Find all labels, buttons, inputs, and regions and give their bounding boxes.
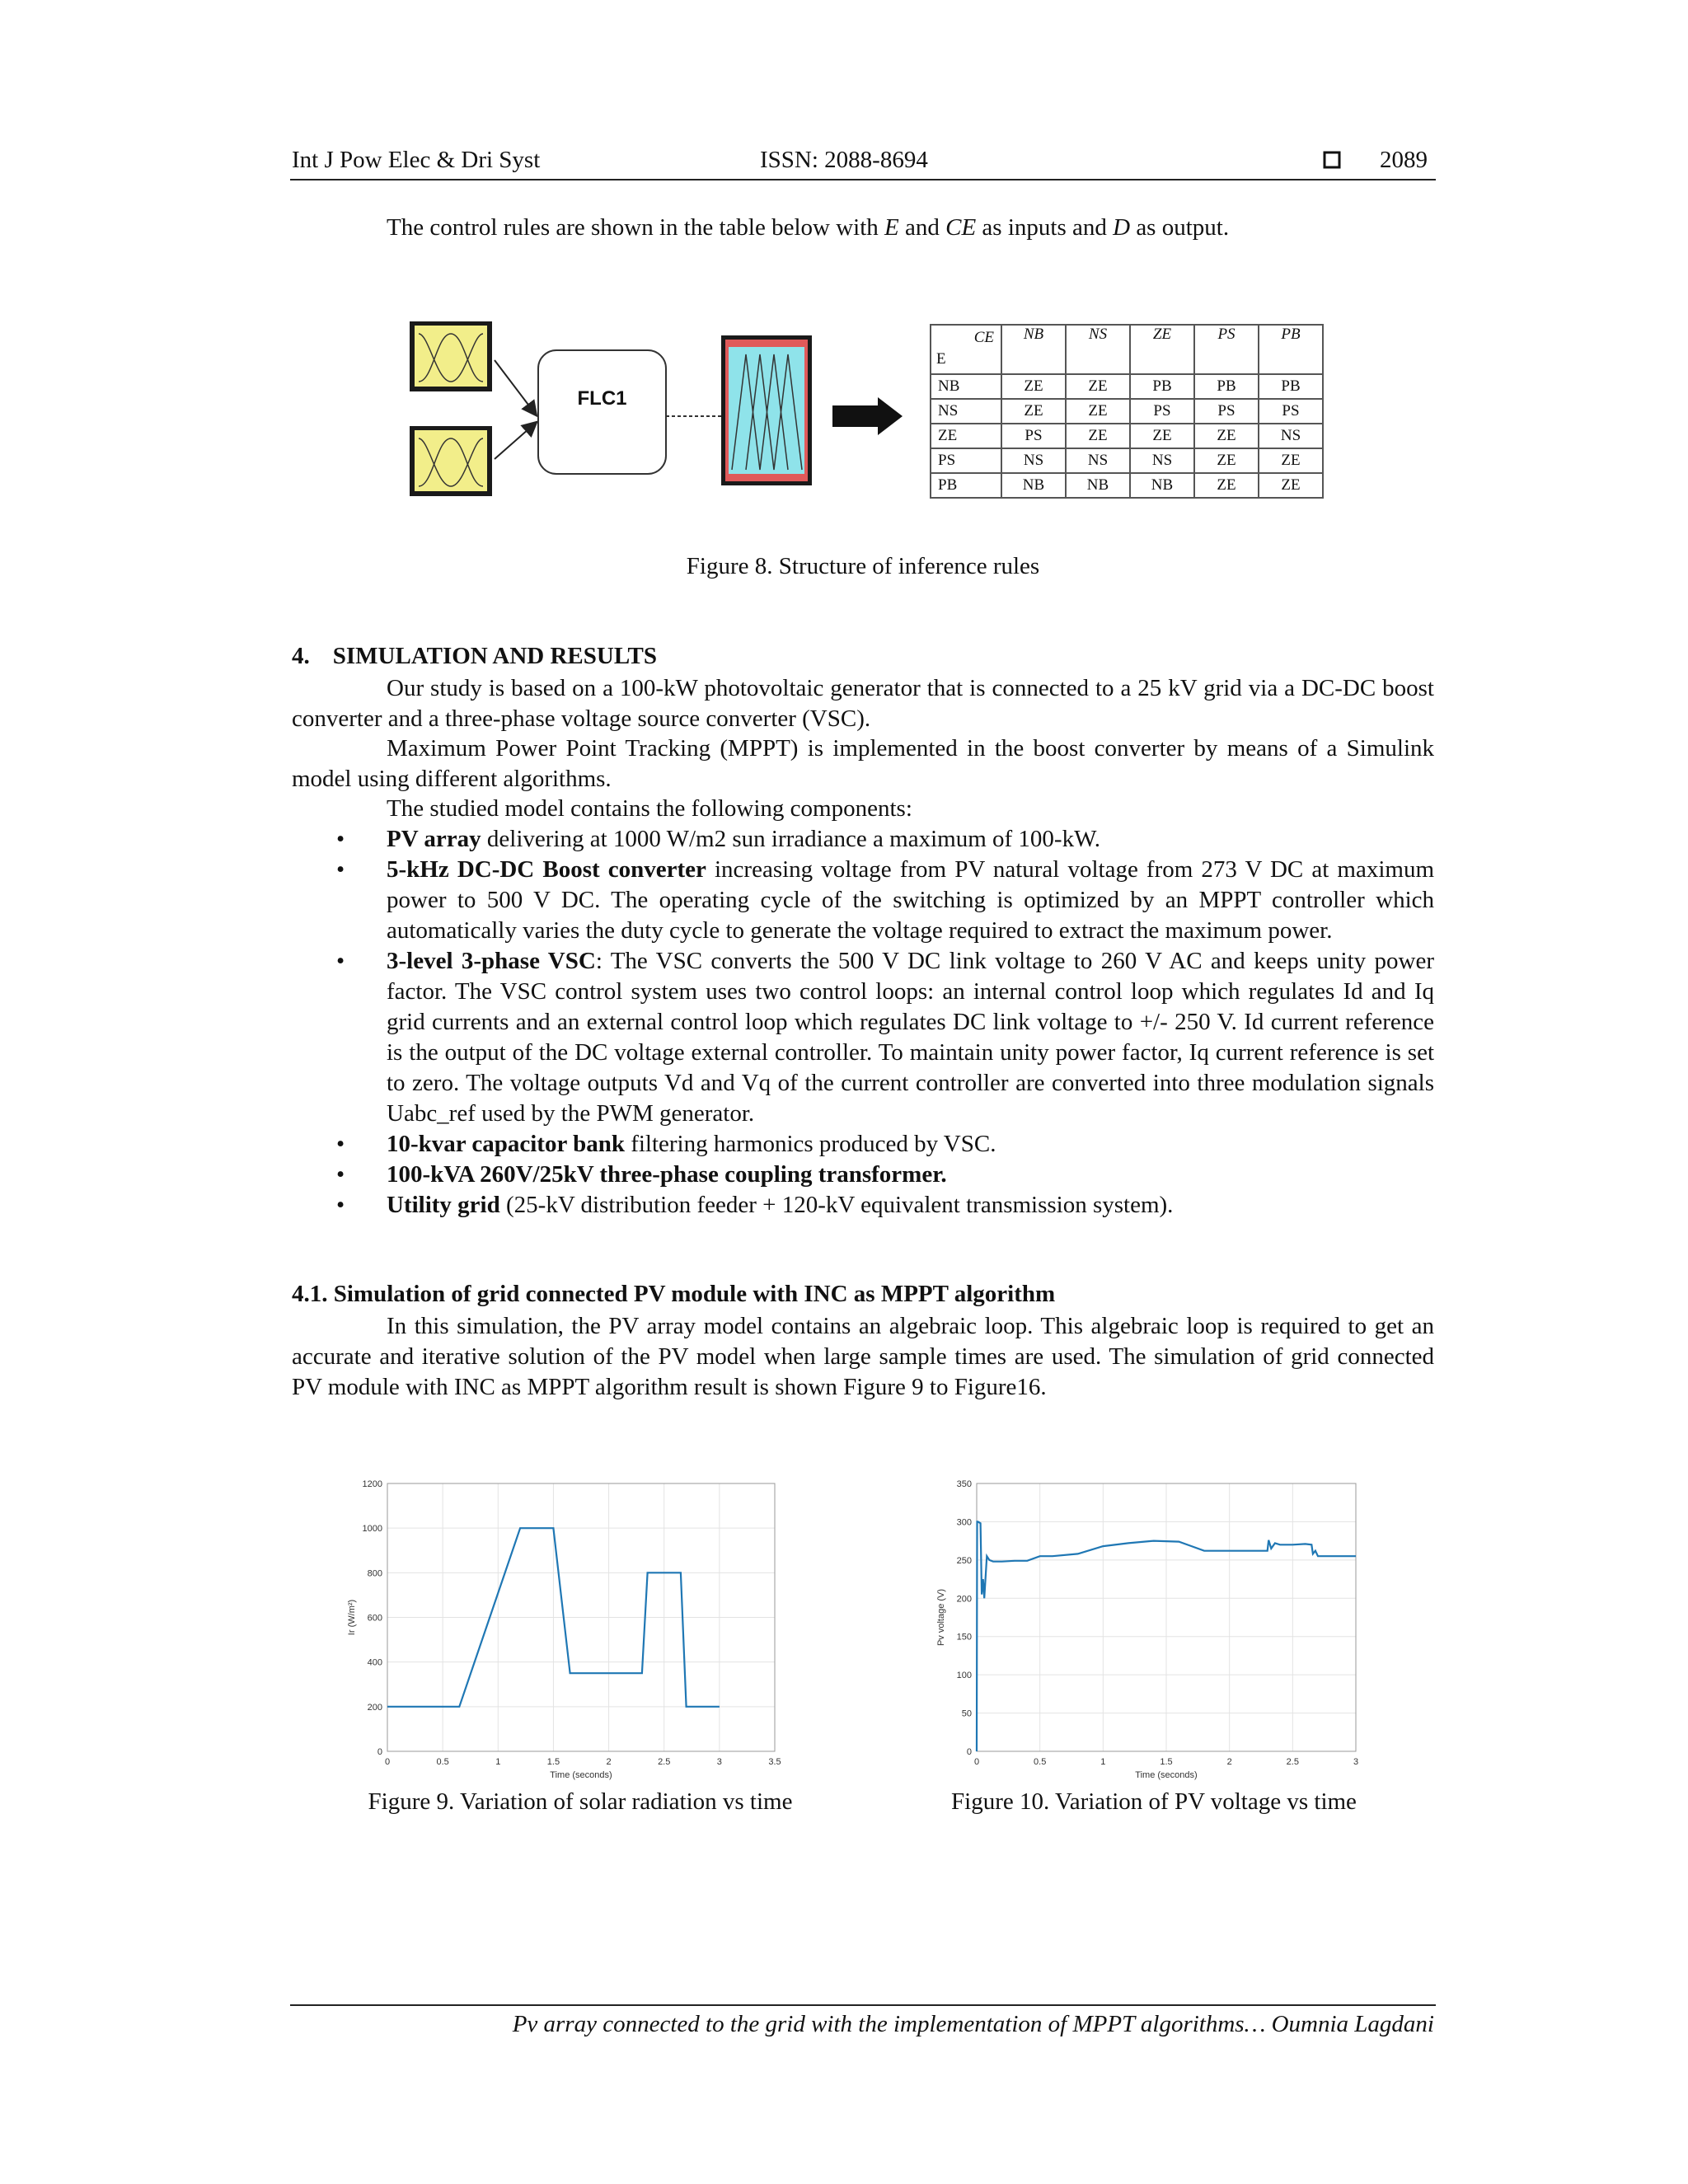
y-tick-label: 0 — [377, 1747, 382, 1757]
table-cell: ZE — [1066, 424, 1130, 448]
table-cell: NS — [1001, 448, 1066, 473]
fuzzy-structure-diagram — [404, 317, 915, 507]
table-col-header: PB — [1259, 325, 1323, 374]
table-cell: NB — [1001, 473, 1066, 498]
running-header-issn: ISSN: 2088-8694 — [760, 147, 928, 173]
list-item: • PV array delivering at 1000 W/m2 sun irradiance a maximum of 100-kW. — [336, 826, 1101, 852]
figure9-chart — [334, 1471, 795, 1793]
subsection-heading: 4.1. Simulation of grid connected PV module with INC as MPPT algorithm — [292, 1281, 1056, 1307]
list-item: • 3-level 3-phase VSC: The VSC converts the 500 V DC link voltage to 260 V AC and keeps unity power factor. The VSC control system uses two control loops: an internal control loop which regulates Id and Iq grid currents and an external control loop which regulates DC link voltage to +/- 250 V. Id current reference is the output of the DC voltage external controller. To maintain unity power factor, Iq current reference is set to zero. The voltage outputs Vd and Vq of the current controller are converted into three modulation signals Uabc_ref used by the PWM generator. — [336, 948, 1434, 1127]
x-tick-label: 2.5 — [1286, 1757, 1299, 1767]
x-axis-label: Time (seconds) — [550, 1770, 612, 1780]
checkbox-square-icon — [1323, 148, 1341, 166]
table-cell: ZE — [1194, 424, 1259, 448]
list-item: • 100-kVA 260V/25kV three-phase coupling transformer. — [336, 1161, 947, 1188]
x-tick-label: 3 — [1353, 1757, 1359, 1767]
y-axis-label: Ir (W/m²) — [347, 1599, 357, 1636]
y-tick-label: 600 — [367, 1613, 382, 1624]
x-axis-label: Time (seconds) — [1135, 1770, 1198, 1780]
table-cell: ZE — [1259, 473, 1323, 498]
header-rule — [290, 179, 1436, 180]
y-tick-label: 50 — [961, 1708, 972, 1719]
table-cell: NB — [1066, 473, 1130, 498]
table-cell: PS — [1194, 399, 1259, 424]
x-tick-label: 0.5 — [436, 1757, 449, 1767]
table-cell: ZE — [1001, 374, 1066, 399]
table-col-header: PS — [1194, 325, 1259, 374]
y-tick-label: 300 — [956, 1517, 972, 1528]
y-tick-label: 200 — [956, 1594, 972, 1605]
page-number: 2089 — [1380, 147, 1428, 173]
row-label: PB — [931, 473, 1001, 498]
table-cell: PS — [1130, 399, 1194, 424]
list-item: • Utility grid (25-kV distribution feeder + 120-kV equivalent transmission system). — [336, 1192, 1174, 1218]
section41-paragraph: In this simulation, the PV array model contains an algebraic loop. This algebraic loop is required to get an accurate and iterative solution of the PV model when large sample times are used. The simulation of grid connected PV module with INC as MPPT algorithm result is shown Figure 9 to Figure16. — [292, 1313, 1434, 1400]
x-tick-label: 0 — [973, 1757, 980, 1767]
input-membership-block-e — [410, 321, 492, 391]
table-cell: NS — [1259, 424, 1323, 448]
table-col-header: NB — [1001, 325, 1066, 374]
y-tick-label: 200 — [367, 1702, 382, 1713]
x-tick-label: 2.5 — [658, 1757, 671, 1767]
y-tick-label: 1200 — [362, 1479, 382, 1489]
row-label: PS — [931, 448, 1001, 473]
figure9-caption: Figure 9. Variation of solar radiation vs time — [368, 1788, 793, 1815]
table-row — [931, 448, 1323, 473]
x-tick-label: 2 — [1226, 1757, 1232, 1767]
table-cell: ZE — [1130, 424, 1194, 448]
table-cell: ZE — [1194, 448, 1259, 473]
x-tick-label: 1.5 — [1160, 1757, 1173, 1767]
y-tick-label: 350 — [956, 1479, 972, 1489]
x-tick-label: 2 — [606, 1757, 612, 1767]
table-col-header: ZE — [1130, 325, 1194, 374]
row-label: ZE — [931, 424, 1001, 448]
running-footer: Pv array connected to the grid with the implementation of MPPT algorithms… Oumnia Lagdani — [512, 2011, 1434, 2037]
x-tick-label: 0.5 — [1034, 1757, 1047, 1767]
table-cell: ZE — [1066, 374, 1130, 399]
list-item: • 5-kHz DC-DC Boost converter increasing voltage from PV natural voltage from 273 V DC at maximum power to 500 V DC. The operating cycle of the switching is optimized by an MPPT controller which automatically varies the duty cycle to generate the voltage required to extract the maximum power. — [336, 856, 1435, 944]
x-tick-label: 1 — [1100, 1757, 1106, 1767]
x-tick-label: 0 — [384, 1757, 391, 1767]
x-tick-label: 1 — [495, 1757, 501, 1767]
footer-rule — [290, 2004, 1436, 2006]
table-cell: NB — [1130, 473, 1194, 498]
table-cell: PB — [1194, 374, 1259, 399]
table-cell: ZE — [1001, 399, 1066, 424]
section4-paragraph-2: Maximum Power Point Tracking (MPPT) is implemented in the boost converter by means of a Simulink model using different algorithms. — [292, 735, 1434, 792]
table-row — [931, 424, 1323, 448]
table-cell: ZE — [1194, 473, 1259, 498]
section-heading: 4. SIMULATION AND RESULTS — [292, 643, 657, 669]
table-cell: NS — [1130, 448, 1194, 473]
y-tick-label: 0 — [966, 1747, 972, 1757]
table-row — [931, 374, 1323, 399]
x-tick-label: 1.5 — [546, 1757, 560, 1767]
row-label: NB — [931, 374, 1001, 399]
output-membership-block-d — [721, 335, 812, 485]
y-tick-label: 250 — [956, 1555, 972, 1566]
x-tick-label: 3.5 — [768, 1757, 781, 1767]
table-row — [931, 473, 1323, 498]
table-corner-cell: CE E — [931, 325, 1001, 374]
y-tick-label: 400 — [367, 1657, 382, 1668]
table-cell: ZE — [1066, 399, 1130, 424]
table-col-header: NS — [1066, 325, 1130, 374]
intro-sentence: The control rules are shown in the table below with E and CE as inputs and D as output. — [387, 214, 1230, 241]
y-axis-label: Pv voltage (V) — [936, 1588, 946, 1647]
y-tick-label: 100 — [956, 1671, 972, 1681]
table-row — [931, 399, 1323, 424]
section4-paragraph-1: Our study is based on a 100-kW photovoltaic generator that is connected to a 25 kV grid via a DC-DC boost converter and a three-phase voltage source converter (VSC). — [292, 675, 1434, 732]
table-cell: PB — [1130, 374, 1194, 399]
figure8-caption: Figure 8. Structure of inference rules — [686, 553, 1040, 579]
x-tick-label: 3 — [716, 1757, 722, 1767]
y-tick-label: 150 — [956, 1632, 972, 1643]
table-cell: PB — [1259, 374, 1323, 399]
list-item: • 10-kvar capacitor bank filtering harmonics produced by VSC. — [336, 1131, 996, 1157]
components-list — [292, 824, 1434, 1221]
row-label: NS — [931, 399, 1001, 424]
figure10-chart — [931, 1471, 1376, 1793]
y-tick-label: 800 — [367, 1568, 382, 1579]
figure10-caption: Figure 10. Variation of PV voltage vs time — [951, 1788, 1357, 1815]
flc-label: FLC1 — [577, 387, 627, 410]
table-cell: PS — [1001, 424, 1066, 448]
table-cell: ZE — [1259, 448, 1323, 473]
table-cell: NS — [1066, 448, 1130, 473]
table-cell: PS — [1259, 399, 1323, 424]
input-membership-block-ce — [410, 426, 492, 496]
section4-paragraph-3: The studied model contains the following components: — [387, 795, 912, 822]
inference-rules-table — [930, 324, 1324, 499]
running-header-journal: Int J Pow Elec & Dri Syst — [292, 147, 541, 173]
y-tick-label: 1000 — [362, 1524, 382, 1535]
